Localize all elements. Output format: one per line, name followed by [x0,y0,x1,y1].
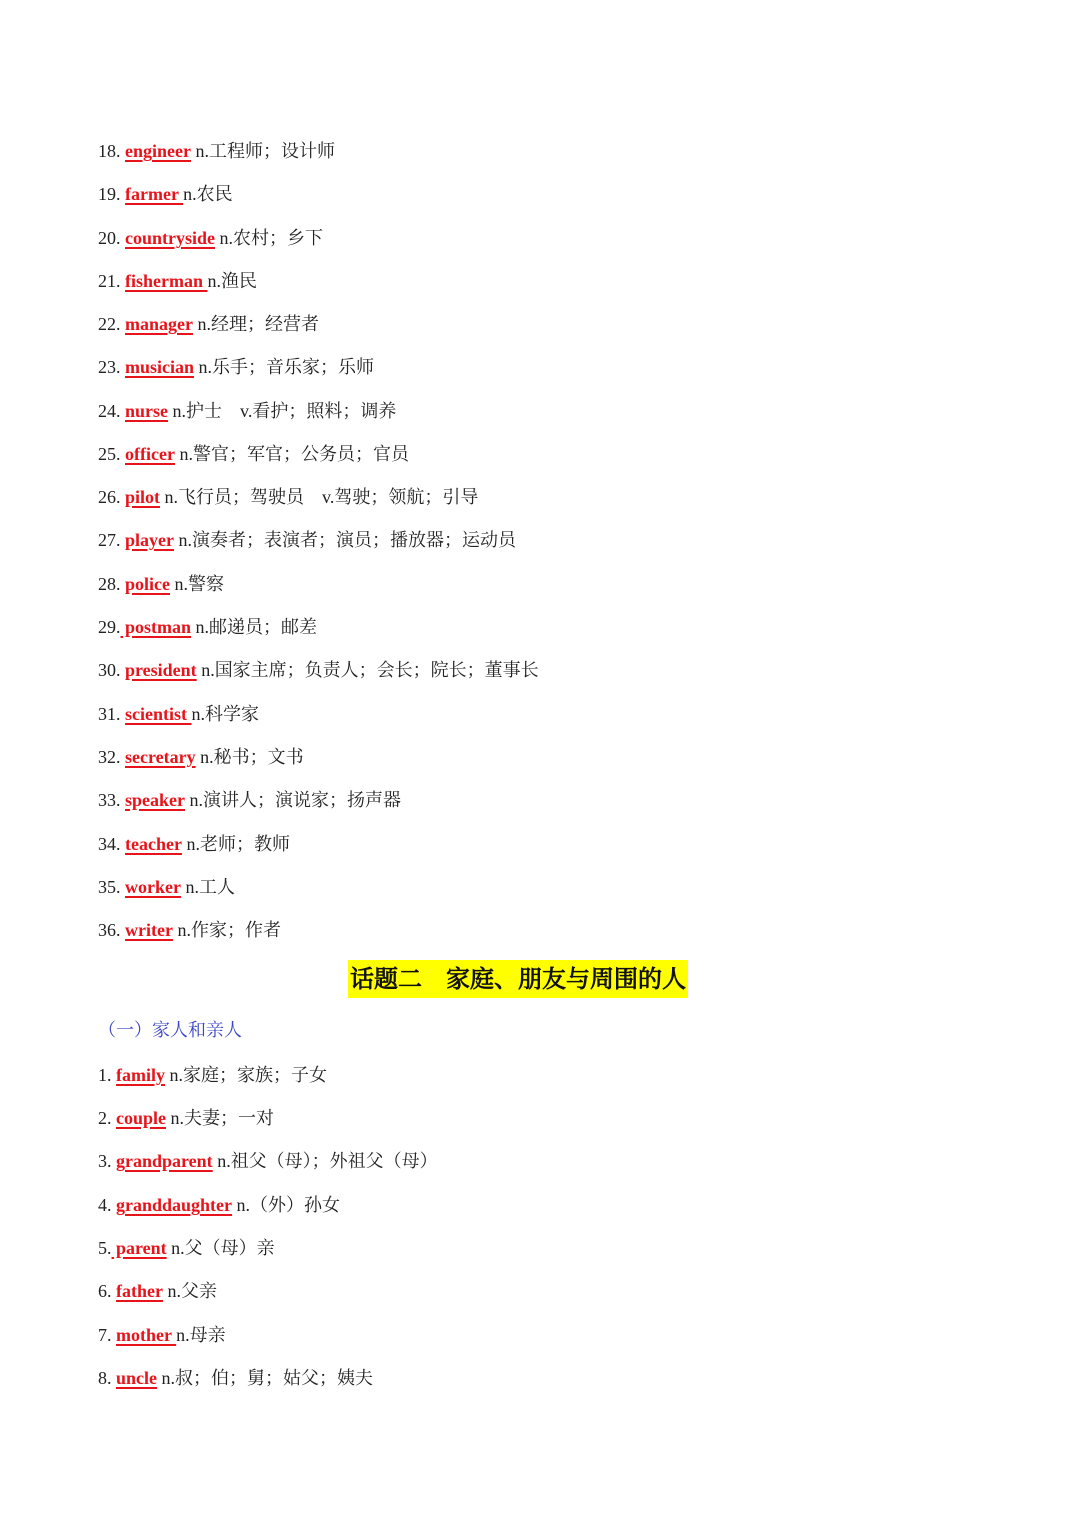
entry-word: postman [120,617,192,637]
entry-definition: n.经理；经营者 [192,314,319,334]
vocab-entry-3 [98,1149,438,1173]
entry-definition: n.父亲 [162,1281,217,1301]
vocab-entry-21 [98,269,257,293]
entry-word: couple [116,1108,167,1128]
entry-word: family [116,1065,165,1085]
entry-number: 31. [98,704,125,724]
entry-number: 25. [98,444,125,464]
entry-word: secretary [125,747,196,767]
entry-definition: n.（外）孙女 [232,1195,341,1215]
entry-word: manager [125,314,193,334]
vocab-entry-20 [98,226,323,250]
entry-definition: n.邮递员；邮差 [191,617,318,637]
entry-definition: n.祖父（母）；外祖父（母） [212,1151,438,1171]
vocab-entry-35 [98,875,235,899]
entry-number: 34. [98,834,125,854]
entry-word: farmer [125,184,184,204]
entry-number: 6. [98,1281,116,1301]
entry-word: musician [125,357,195,377]
entry-definition: n.警官；军官；公务员；官员 [174,444,409,464]
entry-number: 36. [98,920,125,940]
entry-number: 7. [98,1325,116,1345]
entry-number: 4. [98,1195,116,1215]
vocab-entry-32 [98,745,304,769]
entry-number: 21. [98,271,125,291]
entry-number: 19. [98,184,125,204]
entry-definition: n.渔民 [207,271,257,291]
entry-number: 8. [98,1368,116,1388]
entry-definition: n.警察 [170,574,224,594]
vocab-entry-5 [98,1236,275,1260]
vocab-entry-6 [98,1279,217,1303]
entry-word: father [116,1281,163,1301]
entry-word: countryside [125,228,215,248]
entry-definition: n.演讲人；演说家；扬声器 [185,790,401,810]
entry-word: mother [116,1325,177,1345]
vocab-entry-26 [98,485,478,509]
vocab-entry-29 [98,615,317,639]
entry-definition: n.科学家 [191,704,259,724]
entry-definition: n.家庭；家族；子女 [165,1065,327,1085]
entry-word: nurse [125,401,169,421]
entry-number: 23. [98,357,125,377]
vocab-entry-33 [98,788,401,812]
entry-number: 3. [98,1151,116,1171]
vocab-entry-34 [98,832,290,856]
vocab-entry-18 [98,139,335,163]
entry-number: 29. [98,617,121,637]
entry-number: 26. [98,487,125,507]
entry-word: pilot [125,487,161,507]
entry-number: 35. [98,877,125,897]
vocab-entry-4 [98,1193,340,1217]
entry-number: 24. [98,401,125,421]
entry-definition: n.工程师；设计师 [190,141,335,161]
entry-number: 28. [98,574,125,594]
entry-word: fisherman [125,271,208,291]
entry-definition: n.演奏者；表演者；演员；播放器；运动员 [174,530,516,550]
entry-number: 18. [98,141,125,161]
vocab-entry-22 [98,312,319,336]
entry-definition: n.农村；乡下 [215,228,323,248]
entry-word: president [125,660,197,680]
entry-word: player [125,530,174,550]
vocab-entry-23 [98,355,374,379]
entry-word: writer [125,920,173,940]
entry-word: speaker [125,790,185,810]
entry-definition: n.夫妻；一对 [166,1108,275,1128]
vocab-entry-24 [98,399,396,423]
entry-word: scientist [125,704,192,724]
entry-number: 27. [98,530,125,550]
entry-number: 32. [98,747,125,767]
entry-word: uncle [116,1368,158,1388]
entry-word: officer [125,444,175,464]
entry-word: engineer [125,141,191,161]
entry-number: 1. [98,1065,116,1085]
entry-definition: n.农民 [183,184,233,204]
entry-word: grandparent [116,1151,213,1171]
entry-word: granddaughter [116,1195,233,1215]
vocab-entry-8 [98,1366,373,1390]
vocab-entry-28 [98,572,224,596]
topic-heading: 话题二 家庭、朋友与周围的人 [348,960,688,998]
entry-word: worker [125,877,181,897]
entry-definition: n.母亲 [176,1325,226,1345]
entry-number: 33. [98,790,125,810]
entry-definition: n.作家；作者 [172,920,281,940]
entry-number: 2. [98,1108,116,1128]
entry-number: 30. [98,660,125,680]
entry-word: parent [111,1238,167,1258]
vocab-entry-2 [98,1106,274,1130]
entry-number: 22. [98,314,125,334]
entry-definition: n.护士 v.看护；照料；调养 [168,401,397,421]
vocab-entry-25 [98,442,409,466]
entry-definition: n.工人 [180,877,235,897]
entry-definition: n.老师；教师 [181,834,290,854]
entry-word: teacher [125,834,182,854]
entry-definition: n.国家主席；负责人；会长；院长；董事长 [196,660,539,680]
entry-definition: n.父（母）亲 [166,1238,275,1258]
entry-definition: n.秘书；文书 [195,747,304,767]
entry-definition: n.叔；伯；舅；姑父；姨夫 [157,1368,374,1388]
vocab-entry-30 [98,658,539,682]
vocab-entry-1 [98,1063,327,1087]
entry-definition: n.飞行员；驾驶员 v.驾驶；领航；引导 [160,487,479,507]
entry-definition: n.乐手；音乐家；乐师 [194,357,375,377]
vocab-entry-27 [98,528,516,552]
section-subheading: （一）家人和亲人 [98,1020,242,1040]
entry-word: police [125,574,170,594]
vocab-entry-36 [98,918,281,942]
vocab-entry-19 [98,182,233,206]
vocab-entry-7 [98,1323,226,1347]
entry-number: 5. [98,1238,112,1258]
vocab-entry-31 [98,702,259,726]
entry-number: 20. [98,228,125,248]
